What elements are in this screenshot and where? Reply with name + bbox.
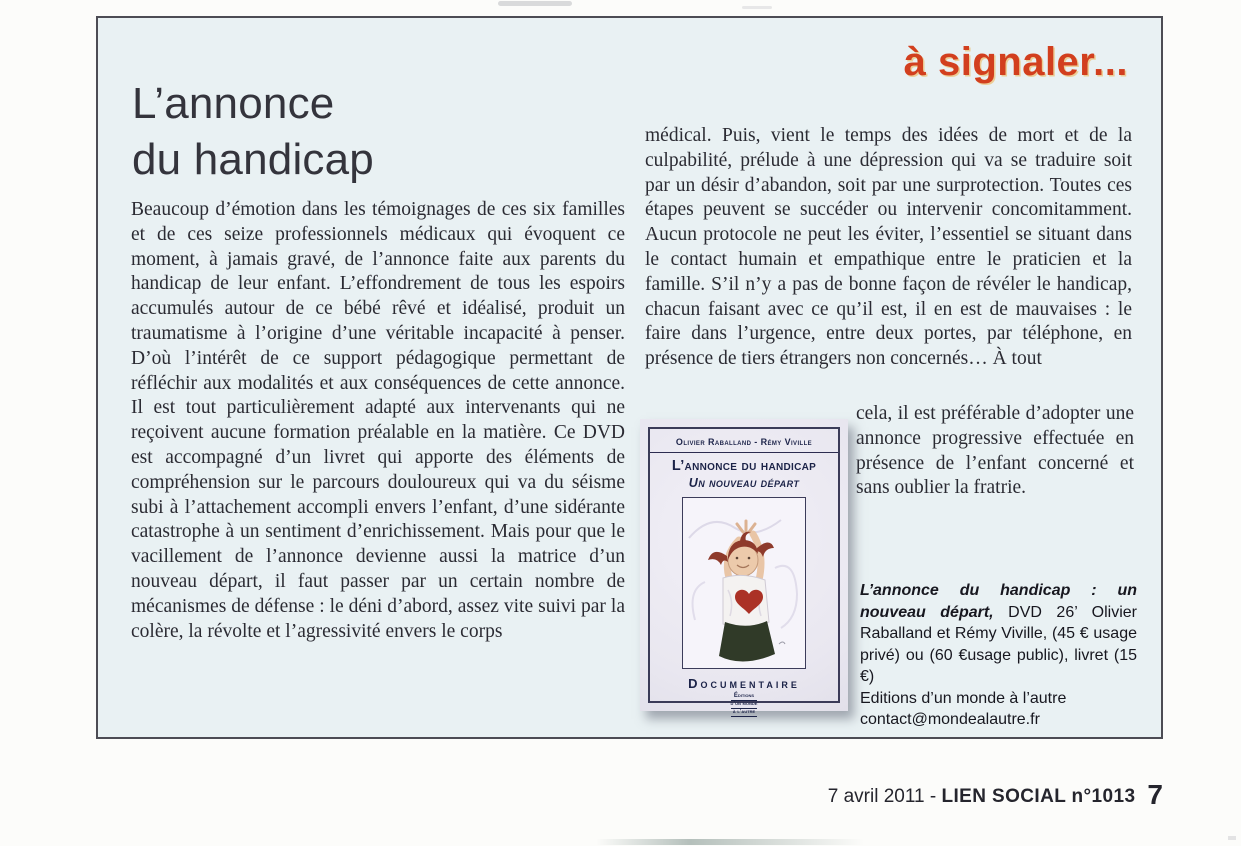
footer-journal-name: LIEN SOCIAL n°1013 [941, 786, 1136, 807]
article-left-column: Beaucoup d’émotion dans les témoignages de ces six familles et de ces seize professionnels médicaux qui évoquent ce moment, à jamais gravé, de l’annonce faite aux parents du handicap de leur enfant. L’effondrement de tous les espoirs accumulés autour de ce bébé rêvé et idéalisé, produit un traumatisme à l’origine d’une véritable incapacité à penser. D’où l’intérêt de ce support pédagogique permettant de réfléchir aux modalités et aux conséquences de cette annonce. Il est tout particulièrement adapté aux intervenants qui ne reçoivent aucune formation préalable en la matière. Ce DVD est accompagné d’un livret qui apporte des éléments de compréhension sur le parcours douloureux qui va du séisme subi à l’attachement accompli envers l’enfant, d’une sidérante catastrophe à un sentiment d’enrichissement. Mais pour que le vacillement de l’annonce devienne aussi la matrice d’un nouveau départ, il faut passer par un certain nombre de mécanismes de défense : le déni d’abord, assez vite suivi par la colère, la révolte et l’agressivité envers le corps [131, 199, 625, 642]
dvd-cover-genre: Documentaire [688, 676, 800, 691]
scan-smudge [596, 839, 864, 845]
publisher-logo-line: à l’autre [731, 709, 758, 717]
dvd-cover-title: L’annonce du handicap [671, 458, 817, 474]
dvd-caption-main [860, 580, 1137, 688]
dvd-caption-publisher: Editions d’un monde à l’autre [860, 689, 1067, 707]
dvd-cover [640, 419, 848, 715]
scan-smudge [1228, 836, 1236, 840]
dvd-caption-title: L’annonce du handicap : un nouveau départ, [860, 582, 1137, 621]
footer-date: 7 avril 2011 - [827, 786, 942, 807]
dvd-cover-frame [648, 427, 840, 715]
dvd-cover-subtitle: Un nouveau départ [688, 476, 800, 490]
scan-smudge [742, 6, 772, 9]
publisher-logo-line: d’un monde [730, 701, 758, 707]
scan-smudge [498, 1, 572, 6]
page-footer [701, 779, 1163, 811]
dvd-cover-authors: Olivier Raballand - Rémy Viville [675, 437, 813, 447]
article-title-line1: L’annonce [132, 79, 335, 128]
girl-with-heart-drawing [683, 498, 805, 668]
dvd-caption-email: contact@mondealautre.fr [860, 711, 1040, 728]
dvd-cover-rule [650, 452, 838, 453]
dvd-caption-details: DVD 26’ Olivier Raballand et Rémy Viville, (45 € usage privé) ou (60 €usage public), livret (15 €) [860, 603, 1138, 685]
article-title [132, 76, 374, 188]
publisher-logo [731, 693, 758, 717]
article-right-column-wrapped: cela, il est préférable d’adopter une annonce progressive effectuée en présence de l’enfant concerné et sans oublier la fratrie. [856, 403, 1134, 499]
publisher-logo-line: Éditions [731, 693, 758, 701]
article-title-line2: du handicap [132, 135, 374, 184]
article-right-column-top: médical. Puis, vient le temps des idées de mort et de la culpabilité, prélude à une dépression qui va se traduire soit par un désir d’abandon, soit par une surprotection. Toutes ces étapes peuvent se succéder ou intervenir concomitamment. Aucun protocole ne peut les éviter, l’essentiel se situant dans le contact humain et empathique entre le praticien et la famille. S’il n’y a pas de bonne façon de révéler le handicap, chacun faisant avec ce qu’il est, il en est de mauvaises : le faire dans l’urgence, entre deux portes, par téléphone, en présence de tiers étrangers non concernés… À tout [645, 125, 1132, 370]
section-flag: à signaler... [903, 40, 1128, 84]
dvd-caption [860, 580, 1137, 731]
article-panel [96, 16, 1163, 739]
footer-page-number: 7 [1147, 779, 1163, 810]
cover-illustration [682, 497, 806, 669]
